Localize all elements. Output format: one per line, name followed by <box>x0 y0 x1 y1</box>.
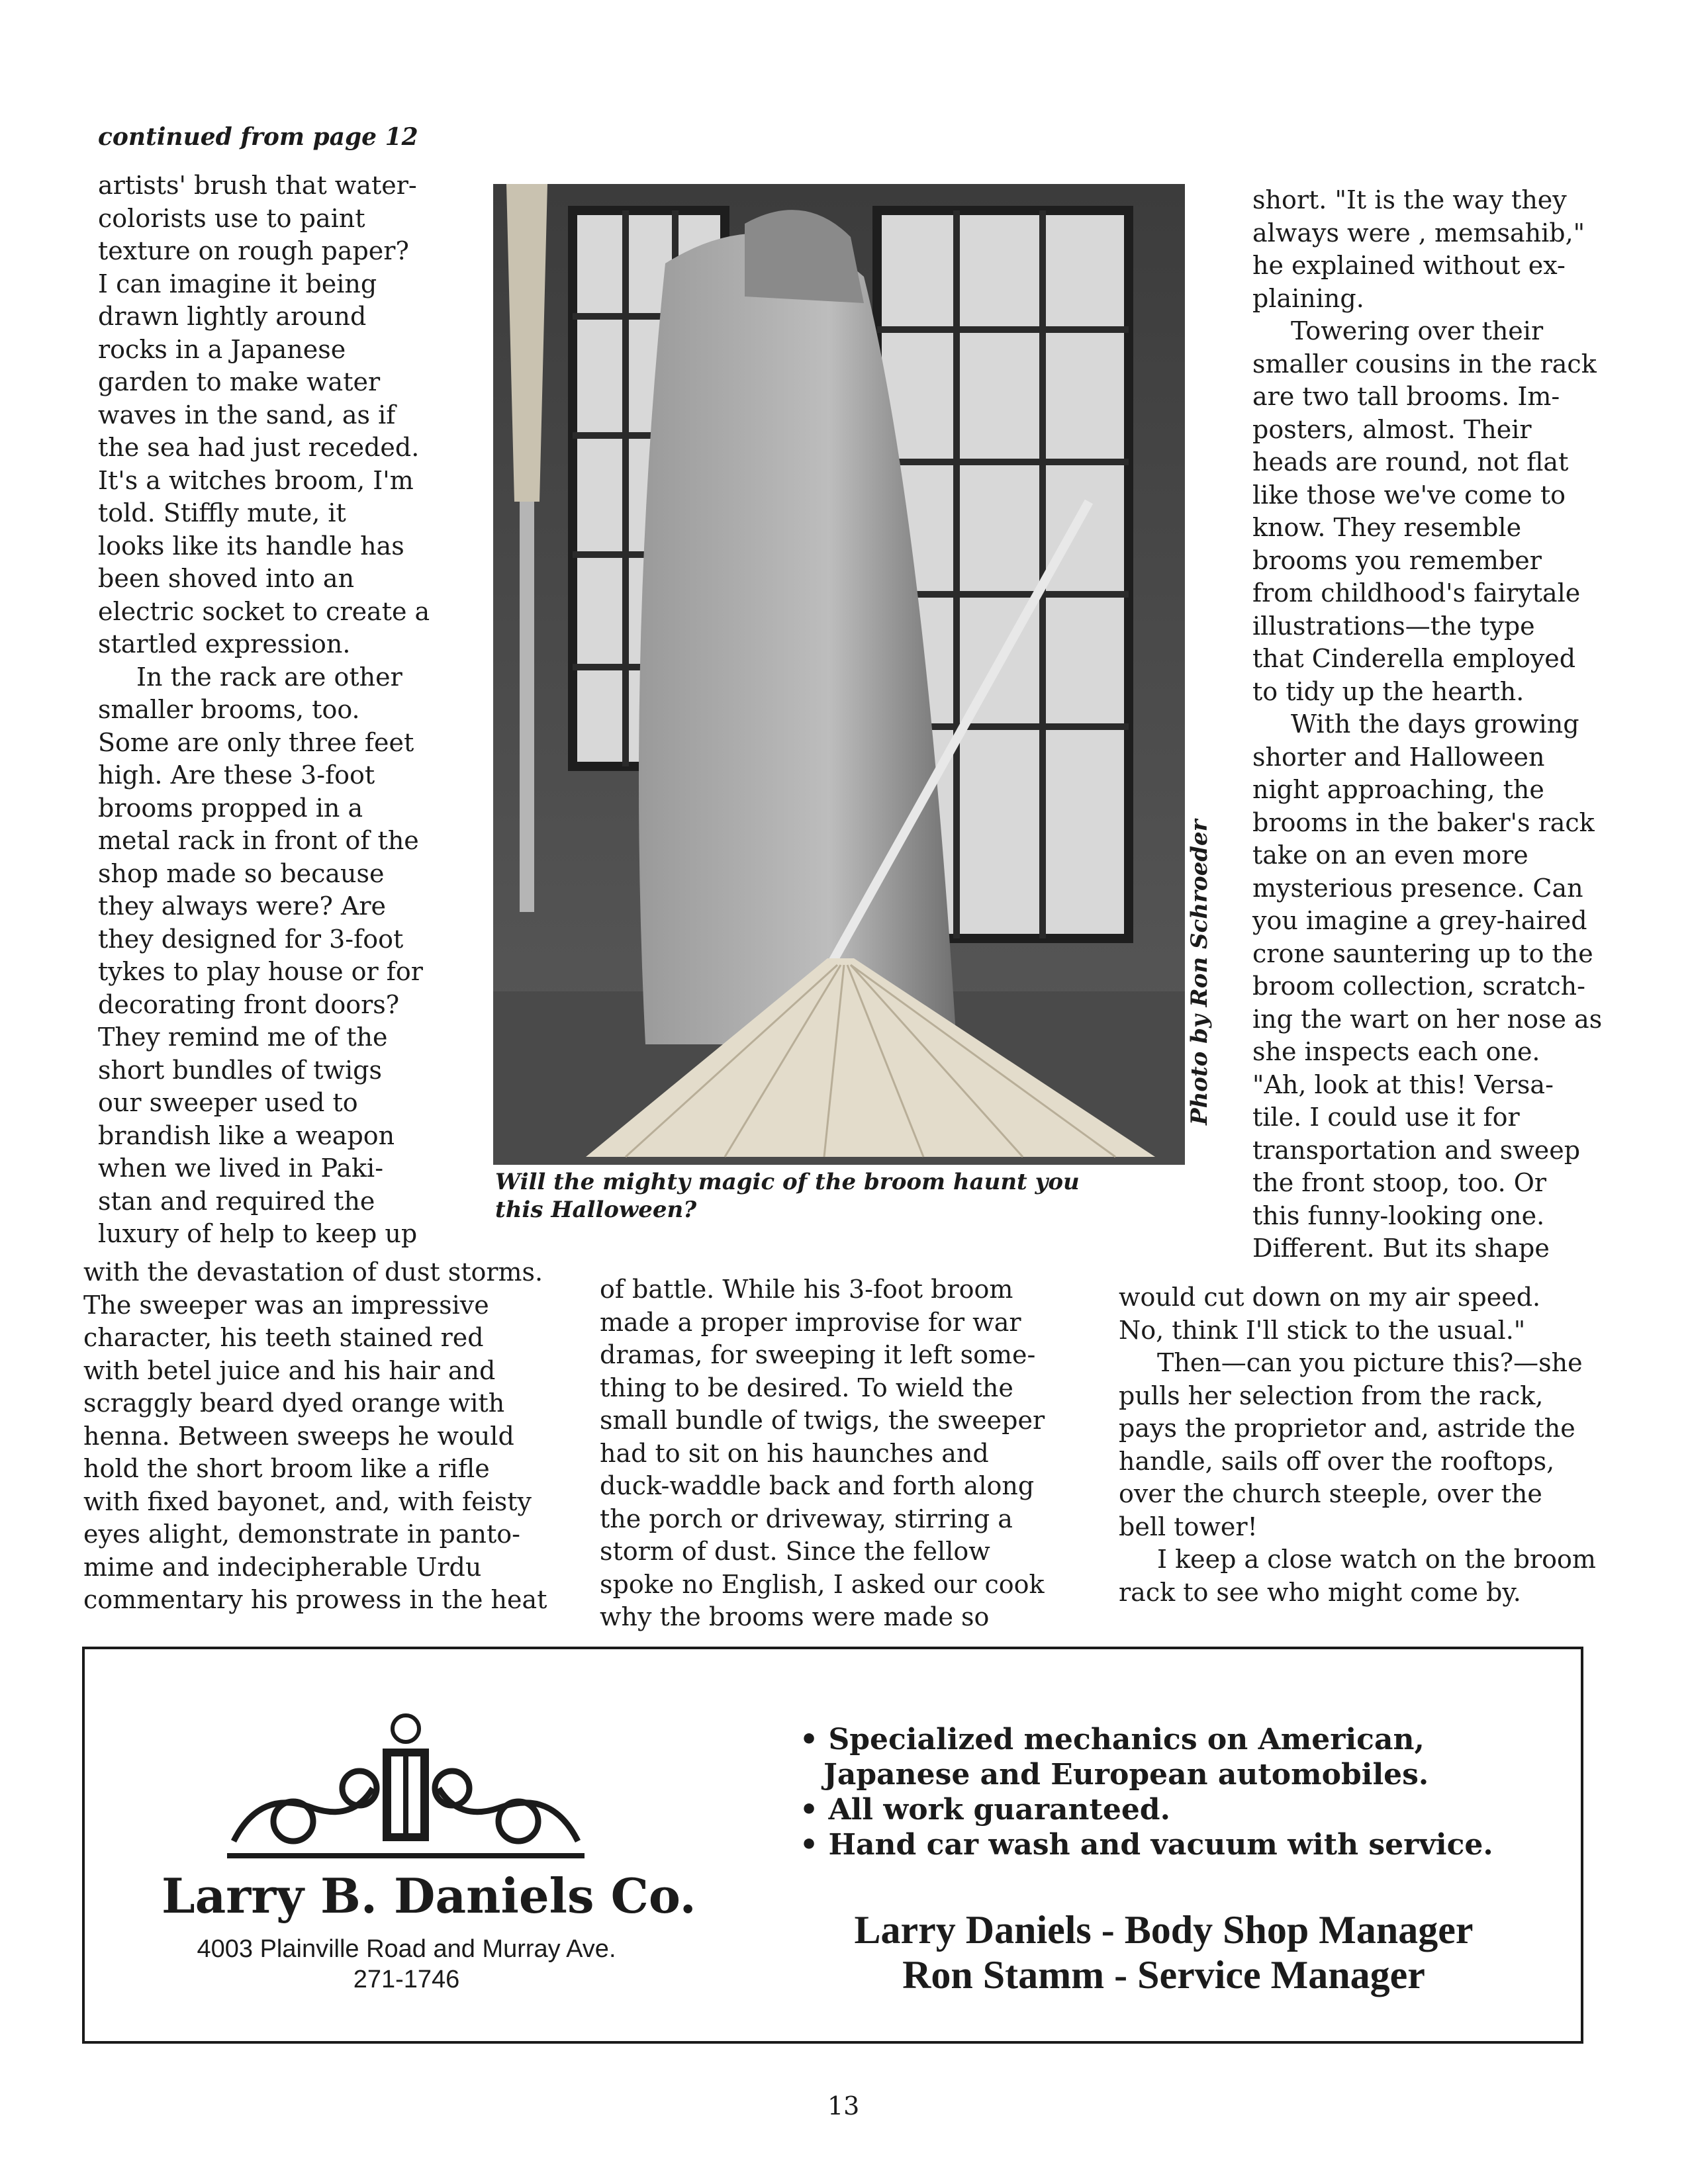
text-line: bell tower! <box>1119 1512 1258 1541</box>
bullet-item: • All work guaranteed. <box>800 1793 1170 1827</box>
text-line: electric socket to create a <box>98 596 430 626</box>
address-line: 4003 Plainville Road and Murray Ave. <box>197 1935 616 1963</box>
text-line: looks like its handle has <box>98 531 404 561</box>
text-line: smaller brooms, too. <box>98 695 360 724</box>
text-line: they always were? Are <box>98 891 387 921</box>
text-line: short. "It is the way they <box>1252 185 1567 214</box>
text-line: spoke no English, I asked our cook <box>600 1569 1045 1599</box>
text-line: transportation and sweep <box>1252 1135 1581 1165</box>
text-line: always were , memsahib," <box>1252 218 1585 248</box>
text-line: I keep a close watch on the broom <box>1157 1545 1596 1574</box>
text-line: shop made so because <box>98 858 385 888</box>
text-line: They remind me of the <box>98 1023 388 1052</box>
article-column-2 <box>600 1273 1103 1634</box>
text-line: I can imagine it being <box>98 269 377 298</box>
text-line: handle, sails off over the rooftops, <box>1119 1446 1555 1476</box>
text-line: It's a witches broom, I'm <box>98 465 414 495</box>
text-line: the sea had just receded. <box>98 433 420 462</box>
service-bullets <box>800 1722 1561 1862</box>
bullet-item: • Specialized mechanics on American, <box>800 1723 1425 1756</box>
text-line: tykes to play house or for <box>98 957 423 986</box>
photo-caption <box>495 1168 1157 1224</box>
text-line: had to sit on his haunches and <box>600 1438 989 1468</box>
text-line: tile. I could use it for <box>1252 1103 1520 1132</box>
text-line: our sweeper used to <box>98 1088 358 1117</box>
text-line: know. They resemble <box>1252 513 1522 542</box>
caption-line-2: this Halloween? <box>495 1197 697 1223</box>
column-3-lines <box>1252 184 1610 1265</box>
photo-credit: Photo by Ron Schroeder <box>1186 819 1213 1125</box>
column-1-bottom-lines <box>83 1256 586 1617</box>
text-line: the front stoop, too. Or <box>1252 1168 1547 1197</box>
article-column-1-continued <box>83 1256 586 1617</box>
text-line: illustrations—the type <box>1252 611 1535 641</box>
text-line: Towering over their <box>1291 316 1544 345</box>
text-line: metal rack in front of the <box>98 826 419 855</box>
text-line: smaller cousins in the rack <box>1252 349 1597 379</box>
text-line: brandish like a weapon <box>98 1120 395 1150</box>
text-line: like those we've come to <box>1252 480 1566 510</box>
text-line: decorating front doors? <box>98 989 400 1019</box>
text-line: commentary his prowess in the heat <box>83 1585 547 1614</box>
text-line: brooms propped in a <box>98 793 363 823</box>
text-line: garden to make water <box>98 367 381 396</box>
text-line: mime and indecipherable Urdu <box>83 1552 482 1582</box>
text-line: hold the short broom like a rifle <box>83 1454 490 1483</box>
text-line: brooms you remember <box>1252 545 1542 575</box>
text-line: short bundles of twigs <box>98 1055 382 1085</box>
text-line: night approaching, the <box>1252 775 1544 804</box>
company-name: Larry B. Daniels Co. <box>162 1868 696 1924</box>
text-line: pays the proprietor and, astride the <box>1119 1414 1575 1443</box>
text-line: they designed for 3-foot <box>98 924 404 954</box>
witch-broom-image <box>493 184 1185 1165</box>
article-column-1 <box>98 169 495 1251</box>
text-line: told. Stiffly mute, it <box>98 498 346 527</box>
article-column-3-continued <box>1119 1281 1622 1609</box>
text-line: of battle. While his 3-foot broom <box>600 1275 1013 1304</box>
text-line: drawn lightly around <box>98 302 367 331</box>
text-line: small bundle of twigs, the sweeper <box>600 1406 1045 1435</box>
managers <box>780 1907 1548 1997</box>
text-line: Then—can you picture this?—she <box>1157 1348 1583 1377</box>
crest-logo <box>220 1709 591 1861</box>
advertisement-box <box>82 1647 1583 2044</box>
text-line: to tidy up the hearth. <box>1252 676 1524 706</box>
company-address <box>148 1934 665 1995</box>
text-line: eyes alight, demonstrate in panto- <box>83 1520 520 1549</box>
text-line: thing to be desired. To wield the <box>600 1373 1013 1402</box>
text-line: why the brooms were made so <box>600 1602 990 1631</box>
text-line: rack to see who might come by. <box>1119 1577 1521 1607</box>
phone-number: 271-1746 <box>353 1966 460 1993</box>
continued-note: continued from page 12 <box>98 123 418 151</box>
text-line: scraggly beard dyed orange with <box>83 1388 505 1418</box>
text-line: Some are only three feet <box>98 727 414 757</box>
text-line: he explained without ex- <box>1252 251 1566 280</box>
column-3-bottom-lines <box>1119 1281 1622 1609</box>
text-line: No, think I'll stick to the usual." <box>1119 1315 1526 1345</box>
broom-photograph <box>493 184 1185 1165</box>
page-number: 13 <box>827 2091 860 2120</box>
text-line: With the days growing <box>1291 709 1579 739</box>
text-line: In the rack are other <box>136 662 402 692</box>
text-line: high. Are these 3-foot <box>98 760 375 790</box>
text-line: stan and required the <box>98 1186 375 1216</box>
text-line: storm of dust. Since the fellow <box>600 1537 990 1566</box>
text-line: take on an even more <box>1252 841 1528 870</box>
text-line: The sweeper was an impressive <box>83 1290 489 1320</box>
text-line: been shoved into an <box>98 564 355 593</box>
text-line: made a proper improvise for war <box>600 1307 1021 1337</box>
bullet-item: Japanese and European automobiles. <box>823 1758 1429 1792</box>
text-line: duck-waddle back and forth along <box>600 1471 1035 1500</box>
text-line: "Ah, look at this! Versa- <box>1252 1069 1554 1099</box>
text-line: plaining. <box>1252 283 1364 313</box>
text-line: brooms in the baker's rack <box>1252 807 1595 837</box>
article-column-3 <box>1252 184 1610 1265</box>
text-line: with fixed bayonet, and, with feisty <box>83 1486 532 1516</box>
text-line: shorter and Halloween <box>1252 742 1545 772</box>
text-line: artists' brush that water- <box>98 171 417 200</box>
text-line: colorists use to paint <box>98 203 365 233</box>
text-line: with betel juice and his hair and <box>83 1355 496 1385</box>
text-line: over the church steeple, over the <box>1119 1479 1542 1508</box>
text-line: when we lived in Paki- <box>98 1154 384 1183</box>
bullet-item: • Hand car wash and vacuum with service. <box>800 1828 1493 1862</box>
column-2-lines <box>600 1273 1103 1634</box>
text-line: waves in the sand, as if <box>98 400 396 430</box>
text-line: dramas, for sweeping it left some- <box>600 1340 1036 1369</box>
text-line: Different. But its shape <box>1252 1234 1550 1263</box>
column-1-lines <box>98 169 495 1251</box>
text-line: ing the wart on her nose as <box>1252 1004 1603 1034</box>
text-line: you imagine a grey-haired <box>1252 906 1587 935</box>
caption-line-1: Will the mighty magic of the broom haunt you <box>495 1169 1080 1195</box>
text-line: are two tall brooms. Im- <box>1252 382 1560 411</box>
text-line: character, his teeth stained red <box>83 1323 484 1352</box>
text-line: luxury of help to keep up <box>98 1219 418 1248</box>
text-line: pulls her selection from the rack, <box>1119 1381 1544 1410</box>
text-line: from childhood's fairytale <box>1252 578 1581 608</box>
text-line: with the devastation of dust storms. <box>83 1257 543 1287</box>
text-line: broom collection, scratch- <box>1252 972 1585 1001</box>
text-line: rocks in a Japanese <box>98 334 346 364</box>
text-line: she inspects each one. <box>1252 1037 1540 1066</box>
text-line: crone sauntering up to the <box>1252 938 1593 968</box>
text-line: that Cinderella employed <box>1252 644 1576 673</box>
manager-body-shop: Larry Daniels - Body Shop Manager <box>854 1908 1474 1952</box>
text-line: this funny-looking one. <box>1252 1201 1545 1230</box>
text-line: startled expression. <box>98 629 351 659</box>
text-line: would cut down on my air speed. <box>1119 1283 1541 1312</box>
text-line: posters, almost. Their <box>1252 414 1532 444</box>
text-line: texture on rough paper? <box>98 236 409 265</box>
manager-service: Ron Stamm - Service Manager <box>902 1953 1425 1997</box>
text-line: mysterious presence. Can <box>1252 873 1583 903</box>
text-line: the porch or driveway, stirring a <box>600 1504 1013 1533</box>
text-line: henna. Between sweeps he would <box>83 1421 514 1451</box>
text-line: heads are round, not flat <box>1252 447 1569 477</box>
